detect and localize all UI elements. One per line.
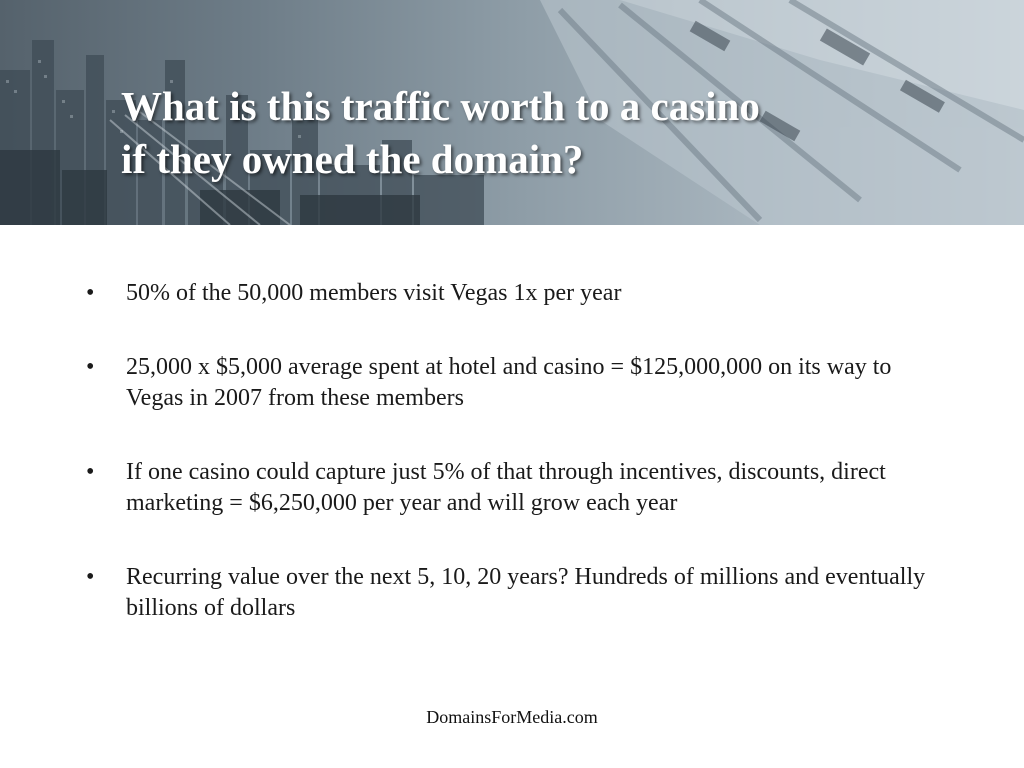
footer-source: DomainsForMedia.com bbox=[426, 707, 598, 727]
title-line-2: if they owned the domain? bbox=[121, 136, 584, 182]
bullet-icon: • bbox=[86, 459, 95, 485]
list-item bbox=[86, 278, 936, 309]
bullet-text: If one casino could capture just 5% of that through incentives, discounts, direct marketing = $6,250,000 per year and will grow each year bbox=[126, 459, 886, 516]
list-item bbox=[86, 457, 936, 519]
bullet-icon: • bbox=[86, 564, 95, 590]
header-banner-image bbox=[0, 0, 1024, 225]
list-item bbox=[86, 562, 936, 624]
bullet-icon: • bbox=[86, 354, 95, 380]
slide-title bbox=[121, 80, 760, 186]
bullet-text: 25,000 x $5,000 average spent at hotel and casino = $125,000,000 on its way to Vegas in 2007 from these members bbox=[126, 354, 892, 411]
list-item bbox=[86, 352, 936, 414]
title-line-1: What is this traffic worth to a casino bbox=[121, 83, 760, 129]
bullet-text: Recurring value over the next 5, 10, 20 years? Hundreds of millions and eventually billions of dollars bbox=[126, 564, 926, 621]
bullet-icon: • bbox=[86, 280, 95, 306]
bullet-list bbox=[86, 278, 936, 667]
bullet-text: 50% of the 50,000 members visit Vegas 1x per year bbox=[126, 280, 622, 306]
